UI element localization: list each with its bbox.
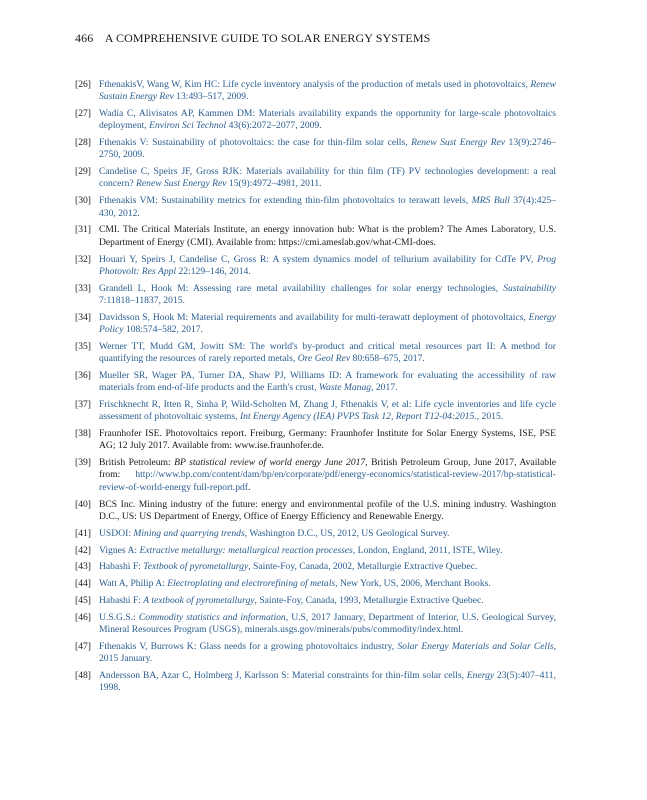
reference-text [99, 224, 556, 248]
reference-number: [28] [75, 137, 91, 149]
reference-text [99, 545, 556, 557]
reference-segment: CMI. The Critical Materials Institute, an energy innovation hub: What is the problem? The Ames Laboratory, U.S. Department of Energy (CMI). Available from: https://cmi.ameslab.gov/what-CMI-does. [99, 224, 556, 248]
reference-entry [75, 428, 556, 452]
reference-segment: 23(5):407–411, 1998. [99, 670, 557, 694]
reference-segment: Wadia C, Alivisatos AP, Kammen DM: Materials availability expands the opportunity for large-scale photovoltaics deployment, [99, 108, 556, 132]
reference-text [99, 79, 556, 103]
reference-segment: Frischknecht R, Itten R, Sinha P, Wild-Scholten M, Zhang J, Fthenakis V, et al: Life cycle inventories and life cycle assessment of photovoltaic systems, [99, 399, 556, 423]
reference-entry [75, 137, 556, 161]
reference-link[interactable]: http://www.bp.com/content/dam/bp/en/corporate/pdf/energy-economics/statistical-review-2017/bp-statistical-review-of-world-energy full-report.pdf [99, 469, 556, 493]
reference-entry [75, 254, 556, 278]
reference-number: [45] [75, 595, 91, 607]
reference-entry [75, 641, 556, 665]
page-number: 466 [75, 31, 94, 45]
journal-title: Extractive metallurgy: metallurgical reaction processes [139, 544, 353, 556]
reference-entry [75, 612, 556, 636]
reference-text [99, 578, 556, 590]
reference-segment: Davidsson S, Hook M: Material requirements and availability for multi-terawatt deployment of photovoltaics, [99, 311, 529, 323]
reference-entry [75, 108, 556, 132]
reference-segment: , 2017. [371, 382, 398, 394]
reference-text [99, 399, 556, 423]
reference-number: [40] [75, 498, 91, 510]
reference-segment: Fthenakis VM: Sustainability metrics for extending thin-film photovoltaics to terawatt levels, [99, 195, 472, 207]
reference-entry [75, 545, 556, 557]
reference-number: [47] [75, 641, 91, 653]
reference-text [99, 283, 556, 307]
journal-title: Commodity statistics and information [138, 612, 286, 624]
reference-entry [75, 670, 556, 694]
reference-segment: Mueller SR, Wager PA, Turner DA, Shaw PJ, Williams ID: A framework for evaluating the accessibility of raw materials from end-of-life products and the Earth's crust, [99, 369, 556, 394]
reference-entry [75, 79, 556, 103]
reference-text [99, 499, 556, 523]
reference-entry [75, 341, 556, 365]
reference-number: [31] [75, 224, 91, 236]
reference-entry [75, 312, 556, 336]
journal-title: Renew Sust Energy Rev [411, 137, 506, 149]
reference-number: [27] [75, 108, 91, 120]
journal-title: BP statistical review of world energy June 2017 [174, 457, 366, 469]
journal-title: Environ Sci Technol [149, 120, 227, 132]
journal-title: Renew Sustain Energy Rev [99, 79, 556, 103]
reference-number: [34] [75, 311, 91, 323]
reference-segment: , 2015 January. [99, 641, 556, 665]
reference-segment: Candelise C, Speirs JF, Gross RJK: Materials availability for thin film (TF) PV technologies development: a real concern? [99, 166, 556, 190]
journal-title: Energy [466, 670, 495, 682]
reference-number: [32] [75, 253, 91, 265]
reference-number: [39] [75, 457, 91, 469]
reference-segment: Grandell L, Hook M: Assessing rare metal availability challenges for solar energy technologies, [99, 282, 504, 294]
reference-number: [48] [75, 670, 91, 682]
reference-text [99, 370, 556, 394]
reference-text [99, 137, 556, 161]
reference-segment: , U.S, 2017 January, Department of Interior, U.S. Geological Survey, Mineral Resources Program (USGS), minerals.usgs.gov/minerals/pubs/commodity/index.html. [99, 612, 556, 636]
reference-text [99, 428, 556, 452]
reference-number: [41] [75, 527, 91, 539]
reference-number: [36] [75, 369, 91, 381]
journal-title: A textbook of pyrometallurgy [143, 595, 255, 607]
journal-title: Solar Energy Materials and Solar Cells [397, 641, 554, 653]
reference-number: [38] [75, 428, 91, 440]
reference-entry [75, 224, 556, 248]
reference-segment: Vignes A: [99, 544, 140, 556]
reference-segment: Werner TT, Mudd GM, Jowitt SM: The world's by-product and critical metal resources part II: A method for quantifying the resources of rarely reported metals, [99, 340, 556, 365]
reference-text [99, 641, 556, 665]
journal-title: Renew Sust Energy Rev [136, 178, 227, 190]
reference-segment: Habashi F: [99, 561, 144, 573]
journal-title: Sustainability [503, 282, 556, 294]
reference-entry [75, 166, 556, 190]
reference-entry [75, 399, 556, 423]
journal-title: Textbook of pyrometallurgy [143, 561, 249, 573]
reference-segment: 7:11818–11837, 2015. [99, 294, 185, 306]
reference-segment: 37(4):425–430, 2012. [99, 195, 556, 219]
reference-segment: Andersson BA, Azar C, Holmberg J, Karlsson S: Material constraints for thin-film solar cells, [99, 670, 467, 682]
journal-title: Waste Manag [318, 382, 372, 394]
reference-entry [75, 195, 556, 219]
reference-segment: 108:574–582, 2017. [123, 323, 203, 335]
reference-number: [46] [75, 612, 91, 624]
reference-segment: 43(6):2072–2077, 2009. [226, 120, 322, 132]
reference-segment: 15(9):4972–4981, 2011. [226, 178, 322, 190]
reference-number: [44] [75, 578, 91, 590]
reference-segment: FthenakisV, Wang W, Kim HC: Life cycle inventory analysis of the production of metals used in photovoltaics, [99, 79, 531, 90]
reference-text [99, 341, 556, 365]
reference-text [99, 595, 556, 607]
reference-segment: , British Petroleum Group, June 2017, Available from: [99, 457, 556, 481]
reference-segment: Watt A, Philip A: [99, 578, 168, 590]
reference-entry [75, 499, 556, 523]
reference-segment: 22:129–146, 2014. [176, 265, 251, 277]
reference-number: [37] [75, 399, 91, 411]
reference-entry [75, 578, 556, 590]
reference-text [99, 108, 556, 132]
reference-entry [75, 370, 556, 394]
reference-segment: U.S.G.S.: [99, 612, 139, 624]
reference-segment: 80:658–675, 2017. [350, 353, 425, 365]
reference-entry [75, 283, 556, 307]
reference-number: [29] [75, 166, 91, 178]
reference-number: [42] [75, 544, 91, 556]
reference-segment: , Washington D.C., US, 2012, US Geological Survey. [244, 527, 450, 539]
reference-segment: , Sainte-Foy, Canada, 1993, Metallurgie Extractive Quebec. [254, 595, 484, 607]
reference-entry [75, 457, 556, 494]
journal-title: Energy Policy [99, 311, 556, 335]
running-header [75, 31, 430, 46]
reference-segment: Fraunhofer ISE. Photovoltaics report. Freiburg, Germany: Fraunhofer Institute for Solar Energy Systems, ISE, PSE AG; 12 July 2017. Available from: www.ise.fraunhofer.de. [99, 428, 556, 452]
reference-entry [75, 528, 556, 540]
reference-number: [33] [75, 282, 91, 294]
journal-title: Prog Photovolt: Res Appl [99, 253, 556, 277]
reference-entry [75, 595, 556, 607]
reference-segment: , 2015. [476, 411, 504, 423]
reference-segment: , New York, US, 2006, Merchant Books. [335, 578, 491, 590]
reference-segment: British Petroleum: [99, 457, 175, 469]
reference-number: [43] [75, 561, 91, 573]
reference-segment: , London, England, 2011, ISTE, Wiley. [352, 544, 503, 556]
reference-text [99, 670, 556, 694]
reference-segment: 13(9):2746–2750, 2009. [99, 137, 556, 161]
book-title: A COMPREHENSIVE GUIDE TO SOLAR ENERGY SYSTEMS [104, 31, 431, 45]
reference-segment: , Sainte-Foy, Canada, 2002, Metallurgie Extractive Quebec. [248, 561, 478, 573]
reference-text [99, 166, 556, 190]
reference-segment: 13:493–517, 2009. [173, 91, 249, 103]
reference-text [99, 312, 556, 336]
reference-number: [30] [75, 195, 91, 207]
reference-segment: Fthenakis V, Burrows K: Glass needs for a growing photovoltaics industry, [99, 641, 398, 653]
reference-text [99, 457, 556, 494]
reference-segment: BCS Inc. Mining industry of the future: energy and environmental profile of the U.S. mining industry. Washington D.C., US: US Department of Energy, Office of Energy Efficiency and Renewable Energy. [99, 498, 556, 522]
journal-title: MRS Bull [471, 195, 510, 207]
reference-text [99, 561, 556, 573]
reference-text [99, 195, 556, 219]
reference-segment: USDOI: [99, 527, 134, 539]
journal-title: Mining and quarrying trends [133, 527, 245, 539]
reference-segment: Houari Y, Speirs J, Candelise C, Gross R: A system dynamics model of tellurium availability for CdTe PV, [99, 253, 538, 265]
reference-segment: . [248, 481, 251, 493]
reference-text [99, 254, 556, 278]
reference-number: [26] [75, 79, 91, 90]
reference-entry [75, 561, 556, 573]
journal-title: Int Energy Agency (IEA) PVPS Task 12, Report T12-04:2015. [239, 411, 477, 423]
reference-text [99, 528, 556, 540]
reference-number: [35] [75, 340, 91, 352]
reference-segment: Fthenakis V: Sustainability of photovoltaics: the case for thin-film solar cells, [99, 137, 412, 149]
journal-title: Ore Geol Rev [297, 353, 351, 365]
reference-segment: Habashi F: [99, 595, 144, 607]
reference-text [99, 612, 556, 636]
journal-title: Electroplating and electrorefining of metals [167, 578, 336, 590]
reference-list [75, 79, 556, 699]
